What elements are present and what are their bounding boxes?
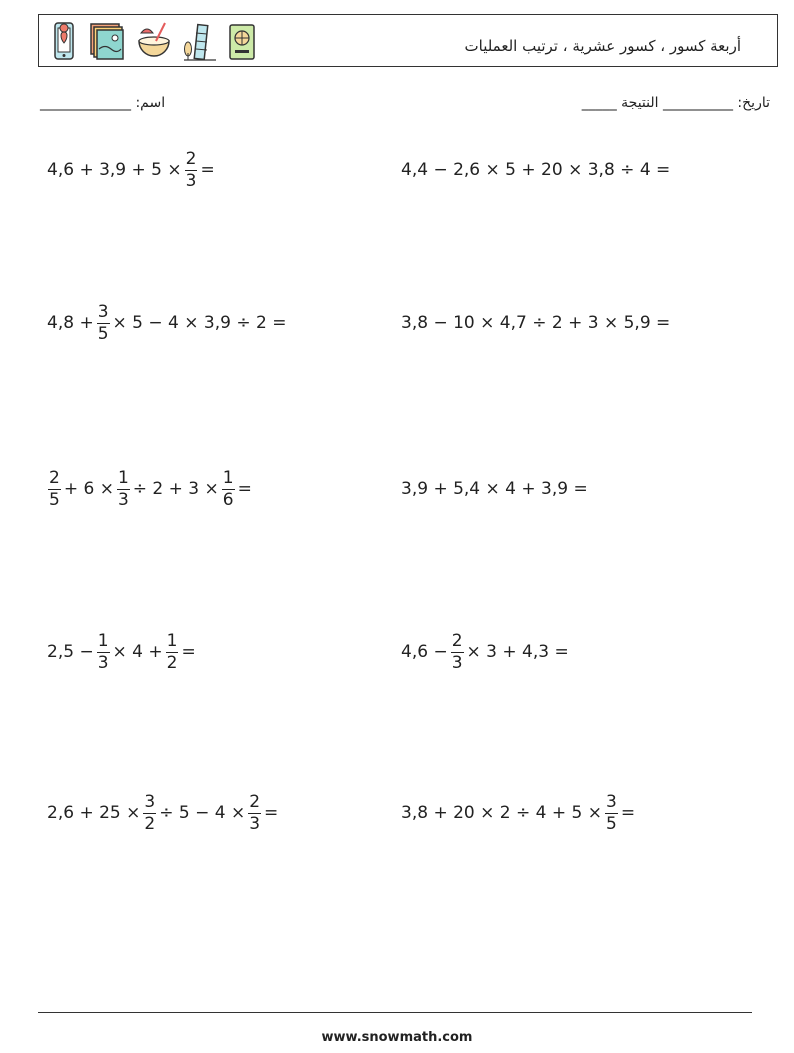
fraction bbox=[97, 630, 110, 673]
footer-divider bbox=[38, 1012, 752, 1013]
phone-map-pin-icon bbox=[49, 19, 79, 63]
expression-text: 3,8 − 10 × 4,7 ÷ 2 + 3 × 5,9 = bbox=[401, 313, 671, 333]
fraction-denominator: 2 bbox=[144, 813, 156, 834]
expression-text: 4,6 + 3,9 + 5 × bbox=[47, 160, 182, 180]
worksheet-title: أربعة كسور ، كسور عشرية ، ترتيب العمليات bbox=[464, 37, 741, 55]
fraction bbox=[143, 791, 156, 834]
fraction-denominator: 5 bbox=[605, 813, 617, 834]
passport-icon bbox=[227, 19, 257, 63]
problem-1 bbox=[46, 148, 216, 192]
fraction bbox=[222, 467, 235, 510]
fraction bbox=[451, 630, 464, 673]
expression-text: ÷ 5 − 4 × bbox=[159, 803, 246, 823]
fraction-denominator: 3 bbox=[185, 170, 197, 191]
fraction-numerator: 1 bbox=[222, 467, 234, 488]
fraction bbox=[97, 301, 110, 344]
fraction-denominator: 3 bbox=[97, 652, 109, 673]
fraction-denominator: 6 bbox=[222, 489, 234, 510]
expression-text: 3,8 + 20 × 2 ÷ 4 + 5 × bbox=[401, 803, 602, 823]
expression-text: = bbox=[264, 803, 279, 823]
expression-text: = bbox=[200, 160, 215, 180]
fraction-numerator: 3 bbox=[144, 791, 156, 812]
pisa-tower-icon bbox=[182, 19, 218, 63]
expression-text: 4,6 − bbox=[401, 642, 448, 662]
expression-text: = bbox=[620, 803, 636, 823]
fraction-numerator: 2 bbox=[49, 467, 60, 488]
fraction-denominator: 3 bbox=[249, 813, 261, 834]
problem-9 bbox=[46, 791, 279, 835]
date-score-field: تاريخ: __________ النتيجة _____ bbox=[581, 95, 770, 111]
fraction-denominator: 2 bbox=[166, 652, 178, 673]
fraction-numerator: 1 bbox=[117, 467, 129, 488]
problem-10 bbox=[400, 791, 636, 835]
expression-text: 2,6 + 25 × bbox=[47, 803, 141, 823]
fraction bbox=[248, 791, 261, 834]
expression-text: × 4 + bbox=[112, 642, 163, 662]
fraction-denominator: 5 bbox=[49, 489, 60, 510]
fraction-numerator: 2 bbox=[185, 148, 197, 169]
expression-text: 2,5 − bbox=[47, 642, 94, 662]
problem-2 bbox=[400, 148, 671, 192]
photo-cards-icon bbox=[88, 19, 126, 63]
fraction-numerator: 1 bbox=[97, 630, 109, 651]
fraction bbox=[185, 148, 198, 191]
fraction-numerator: 1 bbox=[166, 630, 178, 651]
name-field: اسم: _____________ bbox=[40, 95, 166, 111]
worksheet-header bbox=[38, 14, 778, 67]
fraction bbox=[117, 467, 130, 510]
fraction-numerator: 3 bbox=[97, 301, 109, 322]
fraction-numerator: 3 bbox=[605, 791, 617, 812]
expression-text: 4,4 − 2,6 × 5 + 20 × 3,8 ÷ 4 = bbox=[401, 160, 671, 180]
expression-text: 3,9 + 5,4 × 4 + 3,9 = bbox=[401, 479, 588, 499]
fraction-denominator: 5 bbox=[97, 323, 109, 344]
expression-text: × 3 + 4,3 = bbox=[466, 642, 569, 662]
fraction-denominator: 3 bbox=[451, 652, 463, 673]
expression-text: 4,8 + bbox=[47, 313, 94, 333]
fraction bbox=[605, 791, 618, 834]
problem-5 bbox=[46, 467, 253, 511]
fraction-numerator: 2 bbox=[451, 630, 463, 651]
fraction bbox=[166, 630, 179, 673]
expression-text: = bbox=[181, 642, 196, 662]
fraction-denominator: 3 bbox=[117, 489, 129, 510]
coconut-drink-icon bbox=[135, 19, 173, 63]
expression-text: ÷ 2 + 3 × bbox=[132, 479, 219, 499]
fraction bbox=[48, 467, 61, 510]
problem-7 bbox=[46, 630, 197, 674]
problem-8 bbox=[400, 630, 570, 674]
problem-4 bbox=[400, 301, 671, 345]
header-icons bbox=[49, 19, 257, 63]
expression-text: × 5 − 4 × 3,9 ÷ 2 = bbox=[112, 313, 287, 333]
problem-3 bbox=[46, 301, 287, 345]
expression-text: = bbox=[237, 479, 252, 499]
footer-url: www.snowmath.com bbox=[321, 1030, 473, 1045]
problem-6 bbox=[400, 467, 589, 511]
fraction-numerator: 2 bbox=[249, 791, 261, 812]
expression-text: + 6 × bbox=[63, 479, 114, 499]
